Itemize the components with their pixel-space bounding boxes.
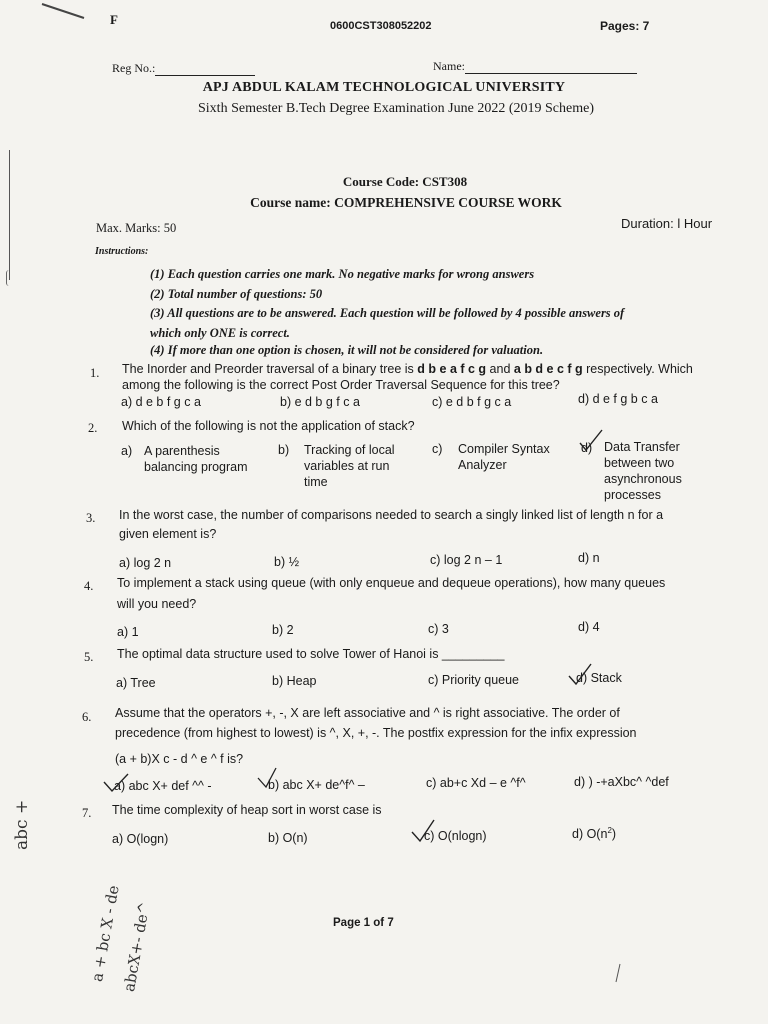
margin-tick bbox=[6, 270, 12, 286]
q1-line2: among the following is the correct Post Order Traversal Sequence for this tree? bbox=[122, 378, 560, 392]
q2-option-c-line: Analyzer bbox=[458, 458, 507, 472]
exam-title: Sixth Semester B.Tech Degree Examination June 2022 (2019 Scheme) bbox=[198, 101, 594, 116]
q1-text-and: and bbox=[489, 362, 511, 376]
paper-code: 0600CST308052202 bbox=[330, 20, 432, 32]
q4-option-b[interactable]: b) 2 bbox=[272, 623, 294, 637]
q5-option-c[interactable]: c) Priority queue bbox=[428, 673, 520, 687]
q2-option-d-line: between two bbox=[604, 456, 675, 470]
instruction-3-cont: which only ONE is correct. bbox=[150, 326, 290, 340]
q2-option-b-line: variables at run bbox=[304, 459, 390, 473]
q5-text: The optimal data structure used to solve Tower of Hanoi is _________ bbox=[117, 647, 505, 661]
course-name-value: COMPREHENSIVE COURSE WORK bbox=[334, 195, 562, 210]
q6-line3: (a + b)X c - d ^ e ^ f is? bbox=[115, 752, 244, 766]
instruction-4: (4) If more than one option is chosen, it will not be considered for valuation. bbox=[150, 343, 544, 357]
checkmark-icon bbox=[577, 428, 605, 454]
q3-option-b[interactable]: b) ½ bbox=[274, 555, 300, 569]
instruction-3: (3) All questions are to be answered. Each question will be followed by 4 possible answers of bbox=[150, 306, 625, 320]
q5-option-d[interactable]: d) Stack bbox=[576, 671, 622, 685]
q7-option-d-pre: d) O(n bbox=[572, 827, 608, 842]
q2-option-c[interactable] bbox=[458, 441, 550, 473]
instruction-1: (1) Each question carries one mark. No negative marks for wrong answers bbox=[150, 267, 535, 281]
q2-text: Which of the following is not the application of stack? bbox=[122, 419, 415, 433]
name-blank bbox=[465, 60, 637, 74]
q6-option-b[interactable]: b) abc X+ de^f^ – bbox=[268, 778, 365, 792]
handwritten-margin-note: abc + bbox=[12, 799, 32, 850]
q4-option-a[interactable]: a) 1 bbox=[117, 625, 139, 639]
reg-no-label: Reg No.: bbox=[112, 61, 156, 75]
max-marks: Max. Marks: 50 bbox=[96, 221, 177, 235]
q3-option-d[interactable]: d) n bbox=[578, 551, 600, 565]
q2-number: 2. bbox=[88, 421, 98, 435]
q4-line2: will you need? bbox=[117, 597, 197, 611]
checkmark-icon bbox=[410, 818, 438, 844]
q3-option-c[interactable]: c) log 2 n – 1 bbox=[430, 553, 503, 567]
pen-stroke-top-left bbox=[40, 0, 90, 22]
q4-line1: To implement a stack using queue (with only enqueue and dequeue operations), how many queues bbox=[117, 576, 666, 590]
q5-option-a[interactable]: a) Tree bbox=[116, 676, 156, 690]
course-name-label: Course name: bbox=[250, 195, 331, 210]
q2-option-b-line: time bbox=[304, 475, 328, 489]
checkmark-icon bbox=[256, 766, 282, 790]
q1-option-c[interactable]: c) e d b f g c a bbox=[432, 395, 512, 409]
q6-line1: Assume that the operators +, -, X are left associative and ^ is right associative. The order of bbox=[115, 706, 620, 720]
pen-stroke-bottom-right bbox=[612, 962, 624, 984]
q5-option-b[interactable]: b) Heap bbox=[272, 674, 317, 688]
q7-number: 7. bbox=[82, 806, 92, 820]
handwritten-side-note-1: a + bc X - de bbox=[88, 883, 123, 984]
q7-option-d-post: ) bbox=[611, 827, 617, 842]
checkmark-icon bbox=[566, 662, 594, 688]
q1-line1 bbox=[122, 362, 693, 376]
q2-option-c-key[interactable]: c) bbox=[432, 442, 443, 456]
q2-option-a[interactable] bbox=[144, 443, 248, 475]
q2-option-c-line: Compiler Syntax bbox=[458, 442, 550, 456]
q2-option-a-key[interactable]: a) bbox=[121, 444, 133, 458]
q7-option-a[interactable]: a) O(logn) bbox=[112, 832, 169, 846]
q1-text-a: The Inorder and Preorder traversal of a binary tree is bbox=[122, 362, 414, 376]
page-footer: Page 1 of 7 bbox=[333, 917, 394, 929]
checkmark-icon bbox=[102, 772, 132, 794]
q6-line2: precedence (from highest to lowest) is ^, X, +, -. The postfix expression for the infix expression bbox=[115, 726, 637, 740]
reg-no-field bbox=[112, 61, 255, 76]
q6-option-c[interactable]: c) ab+c Xd – e ^f^ bbox=[426, 776, 526, 790]
q4-number: 4. bbox=[84, 579, 94, 593]
q6-option-a[interactable]: a) abc X+ def ^^ - bbox=[114, 779, 212, 793]
duration: Duration: l Hour bbox=[621, 216, 713, 231]
q6-option-d[interactable]: d) ) -+aXbc^ ^def bbox=[574, 775, 669, 789]
q1-number: 1. bbox=[90, 366, 100, 380]
q4-option-c[interactable]: c) 3 bbox=[428, 622, 449, 636]
course-name bbox=[0, 195, 768, 211]
q3-number: 3. bbox=[86, 511, 96, 525]
q3-line1: In the worst case, the number of comparisons needed to search a singly linked list of length n for a bbox=[119, 508, 664, 522]
q7-text: The time complexity of heap sort in worst case is bbox=[112, 803, 382, 817]
q6-number: 6. bbox=[82, 710, 92, 724]
margin-line bbox=[9, 150, 10, 280]
q2-option-a-line: balancing program bbox=[144, 460, 248, 474]
q2-option-d-line: asynchronous bbox=[604, 472, 682, 486]
university-title: APJ ABDUL KALAM TECHNOLOGICAL UNIVERSITY bbox=[202, 80, 566, 95]
name-field bbox=[433, 59, 637, 74]
q5-number: 5. bbox=[84, 650, 94, 664]
q2-option-b[interactable] bbox=[304, 442, 395, 490]
q7-option-b[interactable]: b) O(n) bbox=[268, 831, 308, 845]
q2-option-d[interactable] bbox=[604, 439, 682, 503]
q2-option-b-line: Tracking of local bbox=[304, 443, 395, 457]
q2-option-d-line: Data Transfer bbox=[604, 440, 680, 454]
q3-line2: given element is? bbox=[119, 527, 217, 541]
q2-option-b-key[interactable]: b) bbox=[278, 443, 290, 457]
q1-option-b[interactable]: b) e d b g f c a bbox=[280, 395, 360, 409]
q2-option-a-line: A parenthesis bbox=[144, 444, 220, 458]
q1-option-d[interactable]: d) d e f g b c a bbox=[578, 392, 658, 406]
instructions-title: Instructions: bbox=[95, 246, 149, 257]
q1-inorder: d b e a f c g bbox=[417, 362, 487, 376]
q7-option-d-sup: 2 bbox=[607, 826, 612, 835]
handwritten-side-note-2: abcX+- de^ bbox=[120, 900, 154, 994]
page-count: Pages: 7 bbox=[600, 19, 650, 33]
instruction-2: (2) Total number of questions: 50 bbox=[150, 287, 323, 301]
q1-text-e: respectively. Which bbox=[586, 362, 693, 376]
q2-option-d-line: processes bbox=[604, 488, 661, 502]
q1-option-a[interactable]: a) d e b f g c a bbox=[121, 395, 201, 409]
q7-option-c[interactable]: c) O(nlogn) bbox=[424, 829, 487, 843]
reg-no-blank bbox=[155, 62, 255, 76]
q2-option-d-key[interactable]: d) bbox=[581, 441, 593, 455]
set-letter: F bbox=[110, 12, 118, 27]
q3-option-a[interactable]: a) log 2 n bbox=[119, 556, 172, 570]
q1-preorder: a b d e c f g bbox=[513, 362, 583, 376]
name-label: Name: bbox=[433, 59, 465, 73]
course-code: Course Code: CST308 bbox=[342, 174, 468, 189]
q4-option-d[interactable]: d) 4 bbox=[578, 620, 600, 634]
q7-option-d[interactable] bbox=[572, 826, 616, 841]
